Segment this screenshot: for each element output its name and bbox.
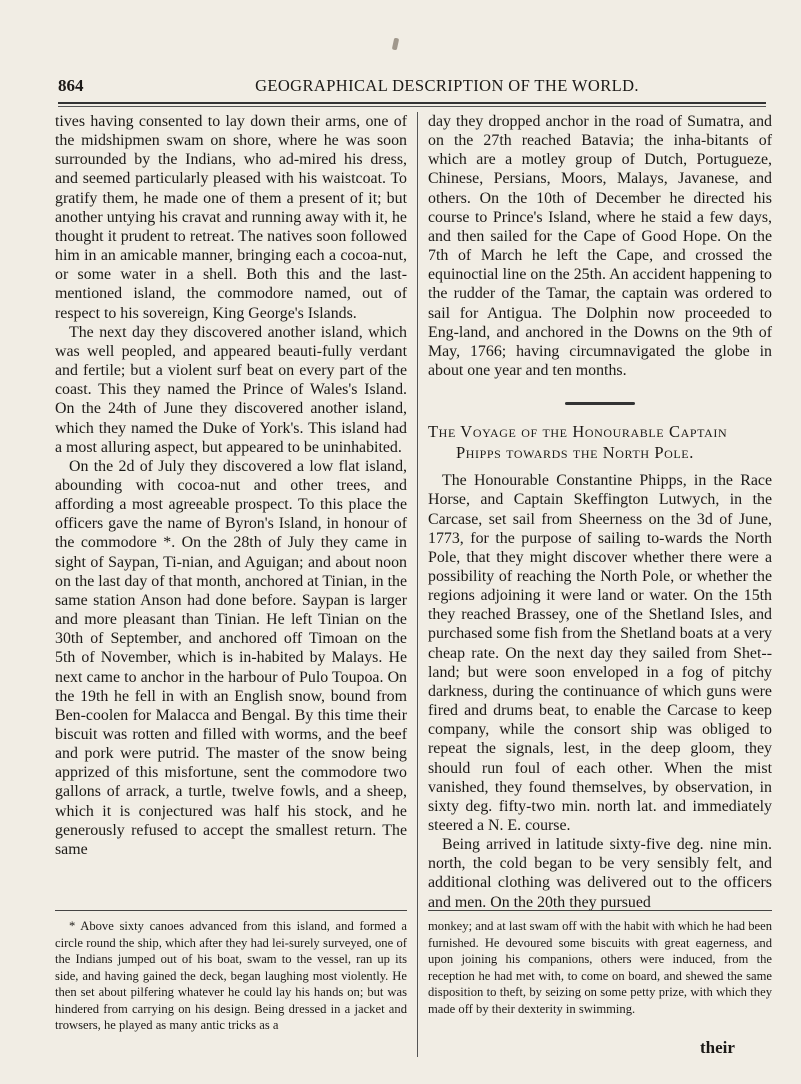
footnote-rule-left bbox=[55, 910, 407, 911]
column-divider bbox=[417, 112, 418, 1057]
section-ornament bbox=[565, 402, 635, 405]
paragraph: On the 2d of July they discovered a low flat island, abounding with cocoa-nut and other trees, and affording a most agreeable prospect. To this place the officers gave the name of Byron's Island, in honour of the commodore *. On the 28th of July they came in sight of Saypan, Ti-nian, and Aguigan; and about noon on the last day of that month, anchored at Tinian, in the same station Anson had done before. Saypan is larger and more pleasant than Tinian. He left Tinian on the 30th of September, and anchored off Timoan on the 5th of November, which is in-habited by Malays. He next came to anchor in the harbour of Pulo Toupoa. On the 19th he fell in with an English snow, bound from Ben-coolen for Malacca and Bengal. By this time their biscuit was rotten and filled with worms, and the beef and pork were putrid. The master of the snow being apprized of this misfortune, sent the commodore two gallons of arrack, a turtle, twelve fowls, and a sheep, which it is conjectured was half his stock, and he generously refused to accept the smallest return. The same bbox=[55, 457, 407, 858]
paragraph: Being arrived in latitude sixty-five deg. nine min. north, the cold began to be very sensibly felt, and additional clothing was delivered out to the officers and men. On the 20th they pursued bbox=[428, 836, 772, 911]
paragraph: tives having consented to lay down their arms, one of the midshipmen swam on shore, where he was soon surrounded by the Indians, who ad-mired his dress, and seemed particularly pleased with his waistcoat. To gratify them, he made one of them a present of it; but another untying his cravat and running away with it, he thought it prudent to retreat. The natives soon followed him in an amicable manner, bringing each a cocoa-nut, or some water in a shell. Both this and the last-mentioned island, the commodore named, out of respect to his sovereign, King George's Islands. bbox=[55, 113, 407, 322]
catchword: their bbox=[700, 1038, 735, 1057]
footnote-text: * Above sixty canoes advanced from this island, and formed a circle round the ship, which after they had lei-surely surveyed, one of the Indians jumped out of his boat, swam to the vessel, ran up its side, and having gained the deck, began laughing most violently. He then set about pilfering whatever he could lay his hands on; but was hindered from carrying on his design. Being dressed in a jacket and trowsers, he played as many antic tricks as a bbox=[55, 919, 407, 1032]
footnote-left bbox=[55, 918, 407, 1034]
paragraph: The next day they discovered another island, which was well peopled, and appeared beauti-fully verdant and fertile; but a violent surf beat on every part of the coast. This they named the Prince of Wales's Island. On the 24th of June they discovered another island, which they named the Duke of York's. This island had a most alluring aspect, but appeared to be uninhabited. bbox=[55, 323, 407, 456]
running-head: GEOGRAPHICAL DESCRIPTION OF THE WORLD. bbox=[255, 76, 639, 95]
footnote-text: monkey; and at last swam off with the habit with which he had been furnished. He devoured some biscuits with great eagerness, and upon joining his companions, others were induced, from the reception he had met with, to come on board, and shewed the same disposition to theft, by seizing on some petty prize, with which they made off by their dexterity in swimming. bbox=[428, 919, 772, 1016]
section-title bbox=[428, 421, 772, 463]
page-number: 864 bbox=[58, 76, 84, 95]
section-title-line-1: The Voyage of the Honourable Captain bbox=[428, 422, 728, 442]
header-rule-thin bbox=[58, 106, 766, 107]
left-column bbox=[55, 112, 407, 859]
header-rule bbox=[58, 102, 766, 104]
page-header bbox=[58, 62, 766, 96]
paragraph: day they dropped anchor in the road of Sumatra, and on the 27th reached Batavia; the inha-bitants of which are a motley group of Dutch, Portugueze, Chinese, Persians, Moors, Malays, Javanese, and others. On the 10th of December he directed his course to Prince's Island, where he staid a few days, and then sailed for the Cape of Good Hope. On the 7th of March he left the Cape, and crossed the equinoctial line on the 25th. An accident happening to the rudder of the Tamar, the captain was ordered to sail for Antigua. The Dolphin now proceeded to Eng-land, and anchored in the Downs on the 9th of May, 1766; having circumnavigated the globe in about one year and ten months. bbox=[428, 113, 772, 380]
footnote-right bbox=[428, 918, 772, 1017]
ink-mark bbox=[392, 38, 399, 51]
paragraph: The Honourable Constantine Phipps, in the Race Horse, and Captain Skeffington Lutwych, in the Carcase, set sail from Sheerness on the 3d of June, 1773, for the purpose of sailing to-wards the North Pole, that they might discover whether there were a possibility of reaching the North Pole, or whether the regions adjoining it were land or water. On the 15th they reached Brassey, one of the Shetland Isles, and purchased some fish from the Shetland boats at a very cheap rate. On the next day they sailed from Shet-land; but were soon enveloped in a fog of pitchy darkness, during the continuance of which guns were fired and drums beat, to enable the Carcase to keep company, while the consort ship was obliged to repeat the signals, lest, in the deep gloom, they should run foul of each other. When the mist vanished, they found themselves, by observation, in sixty deg. fifty-two min. north lat. and immediately steered a N. E. course. bbox=[428, 472, 772, 834]
right-column bbox=[428, 112, 772, 912]
footnote-rule-right bbox=[428, 910, 772, 911]
section-title-line-2: Phipps towards the North Pole. bbox=[456, 443, 694, 463]
